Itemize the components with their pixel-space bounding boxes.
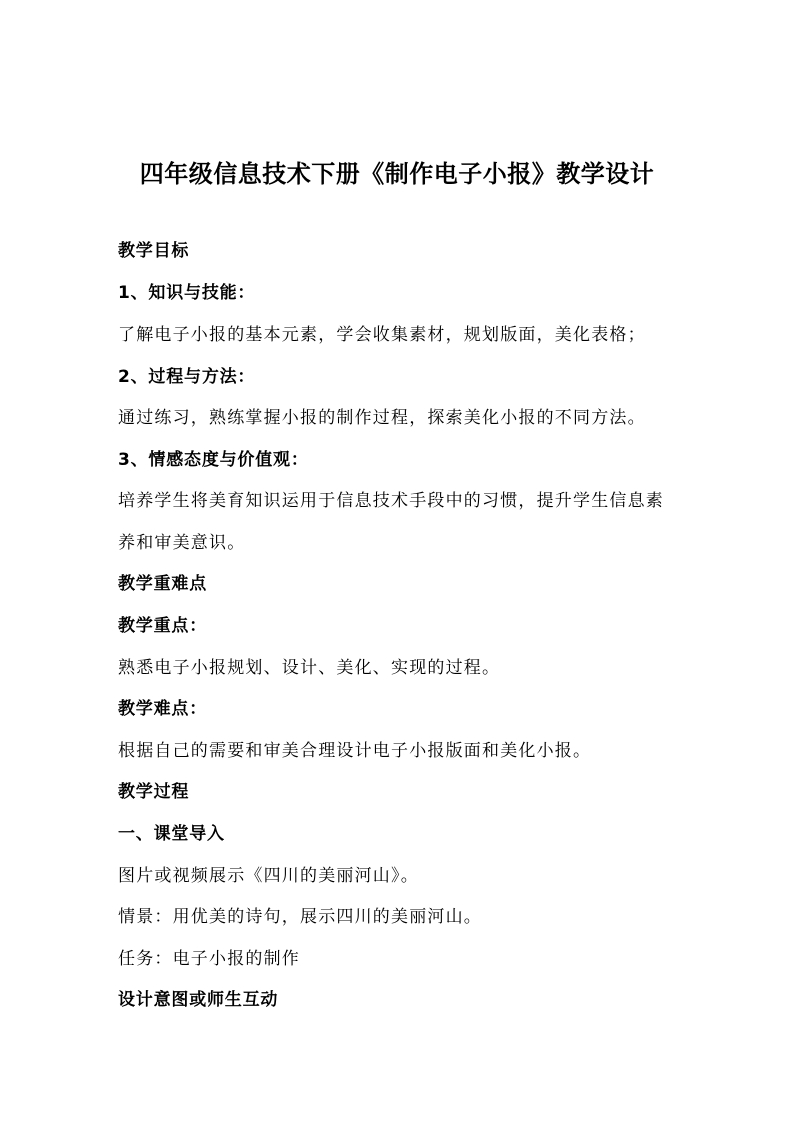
- task-text: 任务：电子小报的制作: [118, 949, 300, 969]
- process-heading: 2、过程与方法：: [118, 367, 256, 387]
- emotion-text: 培养学生将美育知识运用于信息技术手段中的习惯，提升学生信息素养和审美意识。: [118, 491, 664, 553]
- key-difficult-heading: 教学重难点: [118, 574, 207, 594]
- document-title: 四年级信息技术下册《制作电子小报》教学设计: [139, 160, 655, 188]
- intro-heading: 一、课堂导入: [118, 824, 225, 844]
- design-heading: 设计意图或师生互动: [118, 990, 279, 1010]
- goals-heading: 教学目标: [118, 241, 190, 261]
- key-heading: 教学重点：: [118, 616, 207, 636]
- emotion-heading: 3、情感态度与价值观：: [118, 450, 309, 470]
- difficult-heading: 教学难点：: [118, 699, 207, 719]
- process-text: 通过练习，熟练掌握小报的制作过程，探索美化小报的不同方法。: [118, 408, 646, 428]
- knowledge-text: 了解电子小报的基本元素，学会收集素材，规划版面，美化表格；: [118, 325, 646, 345]
- key-text: 熟悉电子小报规划、设计、美化、实现的过程。: [118, 658, 501, 678]
- intro-text: 图片或视频展示《四川的美丽河山》。: [118, 866, 419, 886]
- process-section-heading: 教学过程: [118, 782, 190, 802]
- difficult-text: 根据自己的需要和审美合理设计电子小报版面和美化小报。: [118, 741, 592, 761]
- scene-text: 情景：用优美的诗句，展示四川的美丽河山。: [118, 907, 482, 927]
- knowledge-heading: 1、知识与技能：: [118, 283, 256, 303]
